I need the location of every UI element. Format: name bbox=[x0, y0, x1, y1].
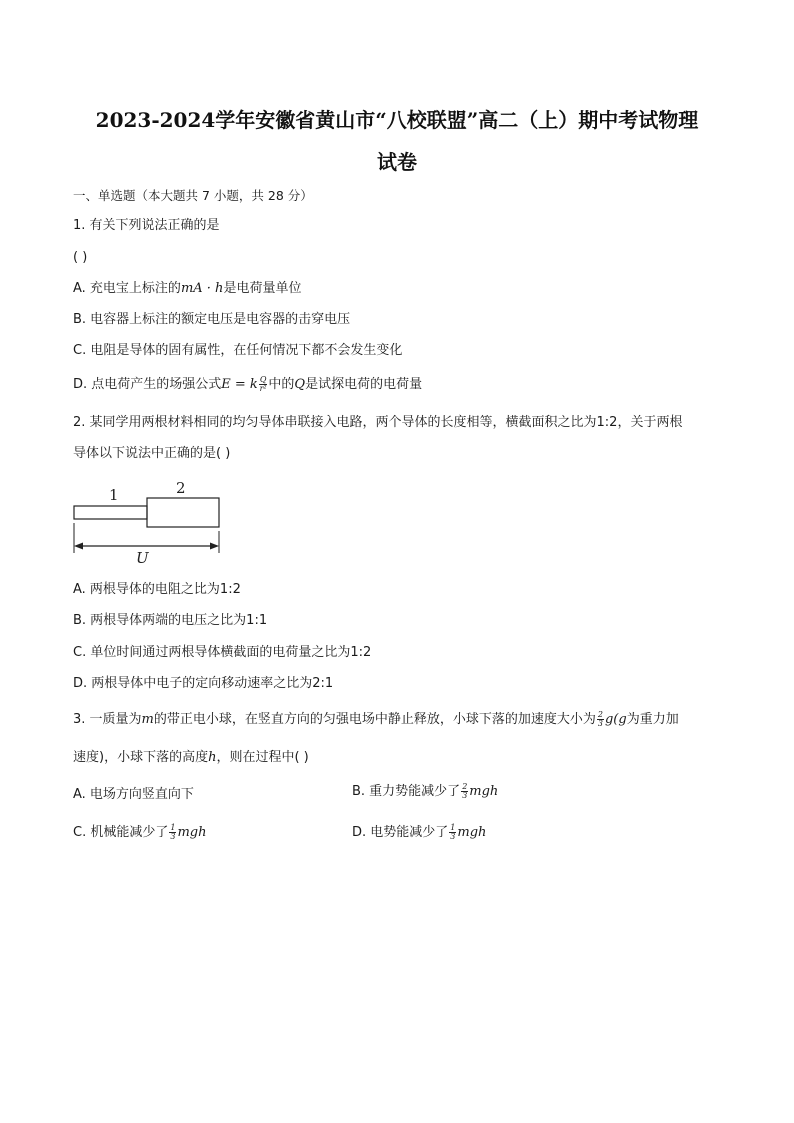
fraction-numerator: 1 bbox=[450, 823, 456, 832]
q3-option-b bbox=[352, 783, 498, 801]
q3-option-d-math: mgh bbox=[457, 825, 487, 840]
q3-option-c-math: mgh bbox=[177, 825, 207, 840]
figure-label-2: 2 bbox=[176, 479, 186, 497]
q2-option-d: D. 两根导体中电子的定向移动速率之比为2:1 bbox=[73, 676, 334, 691]
arrow-right-head bbox=[210, 543, 219, 550]
q2-conductor-figure bbox=[66, 476, 232, 568]
q3-g-symbol: g(g bbox=[604, 712, 627, 727]
q1-answer-paren: ( ) bbox=[73, 250, 88, 265]
q3-option-d bbox=[352, 824, 486, 842]
q3-h-symbol: h bbox=[208, 750, 217, 765]
q2-stem-line-1: 2. 某同学用两根材料相同的均匀导体串联接入电路，两个导体的长度相等，横截面积之比为1:2，关于两根 bbox=[73, 415, 683, 430]
q3-option-b-fraction bbox=[461, 783, 468, 800]
exam-title-line-1: 2023-2024学年安徽省黄山市“八校联盟”高二（上）期中考试物理 bbox=[95, 108, 699, 132]
q1-option-d-formula: E = k bbox=[221, 377, 258, 392]
q3-stem-text-mid: 的带正电小球，在竖直方向的匀强电场中静止释放，小球下落的加速度大小为 bbox=[153, 712, 596, 727]
fraction-numerator: Q bbox=[259, 375, 267, 384]
q1-option-a bbox=[73, 280, 301, 298]
q3-mass-symbol: m bbox=[141, 712, 154, 727]
conductor-1-thin bbox=[74, 506, 147, 519]
q1-option-d-text: D. 点电荷产生的场强公式 bbox=[73, 377, 222, 392]
q1-option-a-text: A. 充电宝上标注的 bbox=[73, 281, 181, 296]
fraction-denominator: 3 bbox=[170, 832, 176, 841]
q3-option-c-fraction bbox=[169, 824, 176, 841]
q3-stem2-text-end: ，则在过程中( ) bbox=[216, 750, 309, 765]
q2-option-c: C. 单位时间通过两根导体横截面的电荷量之比为1:2 bbox=[73, 645, 372, 660]
q3-option-b-math: mgh bbox=[469, 784, 499, 799]
fraction-denominator: 3 bbox=[597, 719, 603, 728]
figure-label-u: U bbox=[136, 549, 149, 567]
figure-label-1: 1 bbox=[109, 486, 119, 504]
section-header: 一、单选题（本大题共 7 小题，共 28 分） bbox=[73, 188, 313, 203]
q3-option-c bbox=[73, 824, 206, 842]
q3-option-c-text: C. 机械能减少了 bbox=[73, 825, 169, 840]
q3-option-a: A. 电场方向竖直向下 bbox=[73, 787, 194, 802]
exam-title-line-2: 试卷 bbox=[377, 150, 417, 174]
q2-option-a: A. 两根导体的电阻之比为1:2 bbox=[73, 582, 241, 597]
q3-stem-text: 3. 一质量为 bbox=[73, 712, 142, 727]
fraction-numerator: 2 bbox=[462, 782, 468, 791]
q3-stem-line-2 bbox=[73, 749, 309, 767]
q3-option-b-text: B. 重力势能减少了 bbox=[352, 784, 461, 799]
fraction-denominator: 3 bbox=[462, 791, 468, 800]
q2-option-b: B. 两根导体两端的电压之比为1:1 bbox=[73, 613, 268, 628]
q1-option-d-mid: 中的 bbox=[268, 377, 295, 392]
q1-option-a-math: mA · h bbox=[180, 281, 224, 296]
q3-option-d-fraction bbox=[449, 824, 456, 841]
q1-option-d-text-end: 是试探电荷的电荷量 bbox=[305, 377, 423, 392]
q3-stem-text-end: 为重力加 bbox=[626, 712, 679, 727]
q1-stem: 1. 有关下列说法正确的是 bbox=[73, 218, 220, 233]
q1-option-d-q: Q bbox=[294, 377, 306, 392]
q1-option-c: C. 电阻是导体的固有属性，在任何情况下都不会发生变化 bbox=[73, 343, 403, 358]
q3-stem2-text: 速度)，小球下落的高度 bbox=[73, 750, 209, 765]
conductor-2-thick bbox=[147, 498, 219, 527]
fraction-numerator: 1 bbox=[170, 823, 176, 832]
q3-stem-line-1 bbox=[73, 711, 679, 729]
q1-option-b: B. 电容器上标注的额定电压是电容器的击穿电压 bbox=[73, 312, 351, 327]
fraction-denominator: r² bbox=[259, 384, 267, 393]
q1-option-d-fraction bbox=[259, 376, 268, 393]
fraction-numerator: 2 bbox=[597, 710, 603, 719]
fraction-denominator: 3 bbox=[450, 832, 456, 841]
q3-accel-fraction bbox=[597, 711, 604, 728]
q1-option-d bbox=[73, 376, 422, 394]
q2-stem-line-2: 导体以下说法中正确的是( ) bbox=[73, 446, 231, 461]
q1-option-a-text-end: 是电荷量单位 bbox=[223, 281, 302, 296]
q3-option-d-text: D. 电势能减少了 bbox=[352, 825, 449, 840]
arrow-left-head bbox=[74, 543, 83, 550]
